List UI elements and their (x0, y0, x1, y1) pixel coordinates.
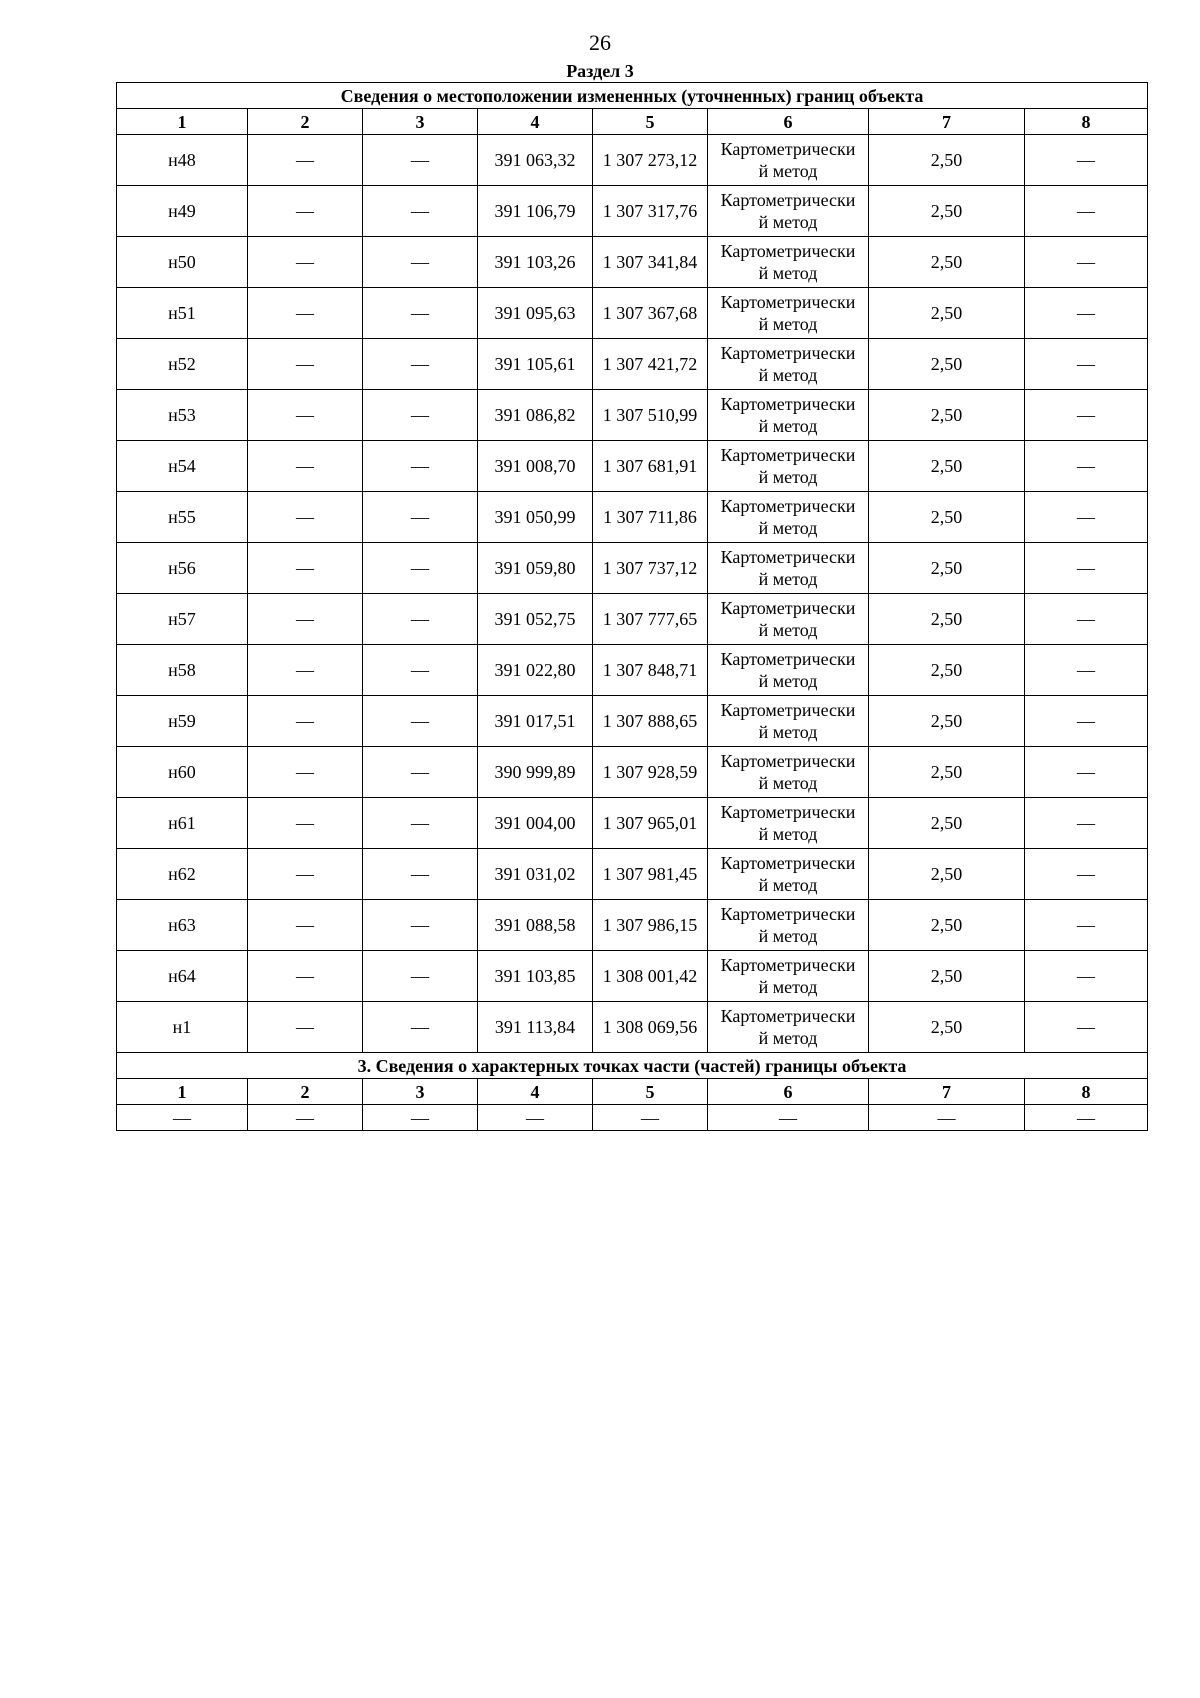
column-number: 2 (248, 109, 363, 135)
table-cell: — (248, 339, 363, 390)
accuracy-value: 2,50 (869, 543, 1025, 594)
table-cell: — (363, 288, 478, 339)
coordinate-y: 1 307 681,91 (593, 441, 708, 492)
coordinate-x: 391 017,51 (478, 696, 593, 747)
coordinate-x: 391 113,84 (478, 1002, 593, 1053)
table-row (117, 135, 1148, 186)
accuracy-value: 2,50 (869, 900, 1025, 951)
column-number-row (117, 109, 1148, 135)
table-row (117, 288, 1148, 339)
coordinate-y: 1 308 069,56 (593, 1002, 708, 1053)
accuracy-value: 2,50 (869, 1002, 1025, 1053)
parts-caption-row (117, 1053, 1148, 1079)
table-cell: — (363, 1002, 478, 1053)
column-number: 8 (1025, 1079, 1148, 1105)
table-cell: — (363, 849, 478, 900)
boundary-points-table (116, 82, 1148, 1131)
method-cell (708, 594, 869, 645)
coordinate-x: 391 022,80 (478, 645, 593, 696)
coordinate-y: 1 307 317,76 (593, 186, 708, 237)
method-cell (708, 747, 869, 798)
table-cell: — (1025, 696, 1148, 747)
accuracy-value: 2,50 (869, 339, 1025, 390)
coordinate-x: 391 088,58 (478, 900, 593, 951)
table-cell: — (1025, 186, 1148, 237)
table-caption: Сведения о местоположении измененных (уточненных) границ объекта (117, 83, 1148, 109)
table-cell: — (248, 900, 363, 951)
coordinate-x: 391 106,79 (478, 186, 593, 237)
table-cell: — (363, 237, 478, 288)
table-cell: — (248, 492, 363, 543)
table-cell: — (1025, 900, 1148, 951)
point-name: н49 (117, 186, 248, 237)
method-cell (708, 900, 869, 951)
method-text: Картометрически (720, 292, 856, 312)
accuracy-value: 2,50 (869, 594, 1025, 645)
table-row (117, 849, 1148, 900)
table-cell: — (248, 135, 363, 186)
parts-caption: 3. Сведения о характерных точках части (частей) границы объекта (117, 1053, 1148, 1079)
method-text: й метод (758, 671, 818, 691)
point-name: н59 (117, 696, 248, 747)
table-cell: — (1025, 390, 1148, 441)
method-text: Картометрически (720, 700, 856, 720)
column-number: 6 (708, 109, 869, 135)
method-text: Картометрически (720, 547, 856, 567)
column-number: 1 (117, 109, 248, 135)
method-text: Картометрически (720, 343, 856, 363)
column-number: 6 (708, 1079, 869, 1105)
table-cell: — (248, 798, 363, 849)
method-text: Картометрически (720, 853, 856, 873)
point-name: н54 (117, 441, 248, 492)
table-cell: — (363, 390, 478, 441)
table-cell: — (363, 339, 478, 390)
table-row (117, 747, 1148, 798)
table-cell: — (248, 543, 363, 594)
method-cell (708, 645, 869, 696)
coordinate-x: 391 103,85 (478, 951, 593, 1002)
coordinate-y: 1 307 777,65 (593, 594, 708, 645)
table-row (117, 441, 1148, 492)
coordinate-y: 1 307 965,01 (593, 798, 708, 849)
coordinate-x: 391 105,61 (478, 339, 593, 390)
table-cell: — (363, 492, 478, 543)
method-text: й метод (758, 365, 818, 385)
method-text: й метод (758, 773, 818, 793)
table-row (117, 798, 1148, 849)
table-row (117, 186, 1148, 237)
column-number: 7 (869, 1079, 1025, 1105)
method-cell (708, 1002, 869, 1053)
table-cell: — (363, 645, 478, 696)
table-cell: — (248, 696, 363, 747)
method-text: й метод (758, 977, 818, 997)
table-cell: — (363, 186, 478, 237)
table-row (117, 1002, 1148, 1053)
column-number: 5 (593, 1079, 708, 1105)
point-name: н51 (117, 288, 248, 339)
coordinate-y: 1 307 848,71 (593, 645, 708, 696)
parts-column-number-row (117, 1079, 1148, 1105)
method-text: Картометрически (720, 445, 856, 465)
accuracy-value: 2,50 (869, 135, 1025, 186)
table-cell: — (1025, 339, 1148, 390)
table-cell: — (248, 1002, 363, 1053)
method-text: Картометрически (720, 241, 856, 261)
table-cell: — (248, 747, 363, 798)
method-text: Картометрически (720, 751, 856, 771)
coordinate-x: 391 103,26 (478, 237, 593, 288)
table-cell: — (248, 441, 363, 492)
table-cell: — (1025, 441, 1148, 492)
coordinate-y: 1 307 888,65 (593, 696, 708, 747)
method-text: Картометрически (720, 955, 856, 975)
method-text: й метод (758, 824, 818, 844)
point-name: н61 (117, 798, 248, 849)
table-cell: — (593, 1105, 708, 1131)
point-name: н53 (117, 390, 248, 441)
method-text: Картометрически (720, 598, 856, 618)
accuracy-value: 2,50 (869, 237, 1025, 288)
table-cell: — (363, 543, 478, 594)
coordinate-y: 1 307 273,12 (593, 135, 708, 186)
table-cell: — (248, 1105, 363, 1131)
coordinate-y: 1 307 981,45 (593, 849, 708, 900)
coordinate-x: 391 052,75 (478, 594, 593, 645)
method-text: й метод (758, 926, 818, 946)
point-name: н60 (117, 747, 248, 798)
method-cell (708, 696, 869, 747)
table-cell: — (1025, 492, 1148, 543)
coordinate-x: 391 063,32 (478, 135, 593, 186)
method-cell (708, 186, 869, 237)
point-name: н64 (117, 951, 248, 1002)
coordinate-y: 1 307 510,99 (593, 390, 708, 441)
method-cell (708, 441, 869, 492)
table-cell: — (248, 951, 363, 1002)
table-cell: — (248, 186, 363, 237)
method-text: й метод (758, 263, 818, 283)
coordinate-x: 391 050,99 (478, 492, 593, 543)
method-text: й метод (758, 416, 818, 436)
method-cell (708, 951, 869, 1002)
table-row (117, 543, 1148, 594)
column-number: 3 (363, 109, 478, 135)
table-cell: — (248, 645, 363, 696)
table-cell: — (363, 441, 478, 492)
point-name: н52 (117, 339, 248, 390)
table-cell: — (248, 288, 363, 339)
section-title: Раздел 3 (566, 61, 634, 81)
table-cell: — (1025, 951, 1148, 1002)
table-cell: — (363, 696, 478, 747)
coordinate-y: 1 307 421,72 (593, 339, 708, 390)
table-cell: — (1025, 543, 1148, 594)
coordinate-x: 391 008,70 (478, 441, 593, 492)
table-row (117, 900, 1148, 951)
table-cell: — (1025, 798, 1148, 849)
table-cell: — (708, 1105, 869, 1131)
table-cell: — (478, 1105, 593, 1131)
page-number: 26 (589, 30, 611, 55)
table-caption-row (117, 83, 1148, 109)
coordinate-x: 391 004,00 (478, 798, 593, 849)
accuracy-value: 2,50 (869, 696, 1025, 747)
accuracy-value: 2,50 (869, 645, 1025, 696)
parts-empty-row (117, 1105, 1148, 1131)
coordinate-y: 1 308 001,42 (593, 951, 708, 1002)
accuracy-value: 2,50 (869, 798, 1025, 849)
point-name: н1 (117, 1002, 248, 1053)
method-text: й метод (758, 161, 818, 181)
method-text: й метод (758, 314, 818, 334)
column-number: 8 (1025, 109, 1148, 135)
method-text: й метод (758, 569, 818, 589)
table-row (117, 237, 1148, 288)
coordinate-x: 391 031,02 (478, 849, 593, 900)
table-row (117, 594, 1148, 645)
point-name: н63 (117, 900, 248, 951)
method-text: Картометрически (720, 190, 856, 210)
method-text: Картометрически (720, 904, 856, 924)
column-number: 7 (869, 109, 1025, 135)
column-number: 2 (248, 1079, 363, 1105)
column-number: 1 (117, 1079, 248, 1105)
method-cell (708, 135, 869, 186)
method-text: Картометрически (720, 139, 856, 159)
point-name: н50 (117, 237, 248, 288)
coordinate-y: 1 307 928,59 (593, 747, 708, 798)
coordinate-x: 391 095,63 (478, 288, 593, 339)
method-cell (708, 288, 869, 339)
table-cell: — (363, 747, 478, 798)
method-cell (708, 492, 869, 543)
method-cell (708, 849, 869, 900)
table-cell: — (1025, 1002, 1148, 1053)
column-number: 4 (478, 109, 593, 135)
method-text: Картометрически (720, 394, 856, 414)
table-cell: — (363, 1105, 478, 1131)
table-cell: — (1025, 135, 1148, 186)
point-name: н57 (117, 594, 248, 645)
method-text: Картометрически (720, 1006, 856, 1026)
table-cell: — (117, 1105, 248, 1131)
table-cell: — (363, 594, 478, 645)
point-name: н62 (117, 849, 248, 900)
method-cell (708, 798, 869, 849)
method-cell (708, 390, 869, 441)
table-cell: — (248, 849, 363, 900)
point-name: н58 (117, 645, 248, 696)
accuracy-value: 2,50 (869, 186, 1025, 237)
method-cell (708, 237, 869, 288)
table-row (117, 645, 1148, 696)
table-cell: — (1025, 747, 1148, 798)
point-name: н48 (117, 135, 248, 186)
method-text: й метод (758, 212, 818, 232)
table-cell: — (248, 594, 363, 645)
coordinate-y: 1 307 367,68 (593, 288, 708, 339)
method-text: Картометрически (720, 496, 856, 516)
coordinate-y: 1 307 341,84 (593, 237, 708, 288)
accuracy-value: 2,50 (869, 390, 1025, 441)
accuracy-value: 2,50 (869, 747, 1025, 798)
method-text: й метод (758, 518, 818, 538)
table-cell: — (869, 1105, 1025, 1131)
accuracy-value: 2,50 (869, 951, 1025, 1002)
table-row (117, 492, 1148, 543)
table-cell: — (248, 237, 363, 288)
table-cell: — (363, 951, 478, 1002)
column-number: 5 (593, 109, 708, 135)
accuracy-value: 2,50 (869, 492, 1025, 543)
table-cell: — (1025, 849, 1148, 900)
method-cell (708, 543, 869, 594)
table-cell: — (363, 798, 478, 849)
coordinate-y: 1 307 711,86 (593, 492, 708, 543)
table-cell: — (363, 135, 478, 186)
method-text: й метод (758, 722, 818, 742)
table-cell: — (1025, 1105, 1148, 1131)
point-name: н55 (117, 492, 248, 543)
column-number: 3 (363, 1079, 478, 1105)
column-number: 4 (478, 1079, 593, 1105)
table-cell: — (248, 390, 363, 441)
coordinate-x: 391 086,82 (478, 390, 593, 441)
coordinate-y: 1 307 986,15 (593, 900, 708, 951)
table-row (117, 339, 1148, 390)
method-cell (708, 339, 869, 390)
table-cell: — (1025, 645, 1148, 696)
method-text: Картометрически (720, 802, 856, 822)
table-cell: — (1025, 237, 1148, 288)
method-text: й метод (758, 1028, 818, 1048)
method-text: й метод (758, 467, 818, 487)
coordinate-x: 391 059,80 (478, 543, 593, 594)
method-text: Картометрически (720, 649, 856, 669)
accuracy-value: 2,50 (869, 288, 1025, 339)
coordinate-x: 390 999,89 (478, 747, 593, 798)
table-cell: — (363, 900, 478, 951)
method-text: й метод (758, 875, 818, 895)
method-text: й метод (758, 620, 818, 640)
table-cell: — (1025, 594, 1148, 645)
coordinate-y: 1 307 737,12 (593, 543, 708, 594)
table-row (117, 696, 1148, 747)
table-row (117, 390, 1148, 441)
accuracy-value: 2,50 (869, 849, 1025, 900)
point-name: н56 (117, 543, 248, 594)
table-row (117, 951, 1148, 1002)
accuracy-value: 2,50 (869, 441, 1025, 492)
table-cell: — (1025, 288, 1148, 339)
